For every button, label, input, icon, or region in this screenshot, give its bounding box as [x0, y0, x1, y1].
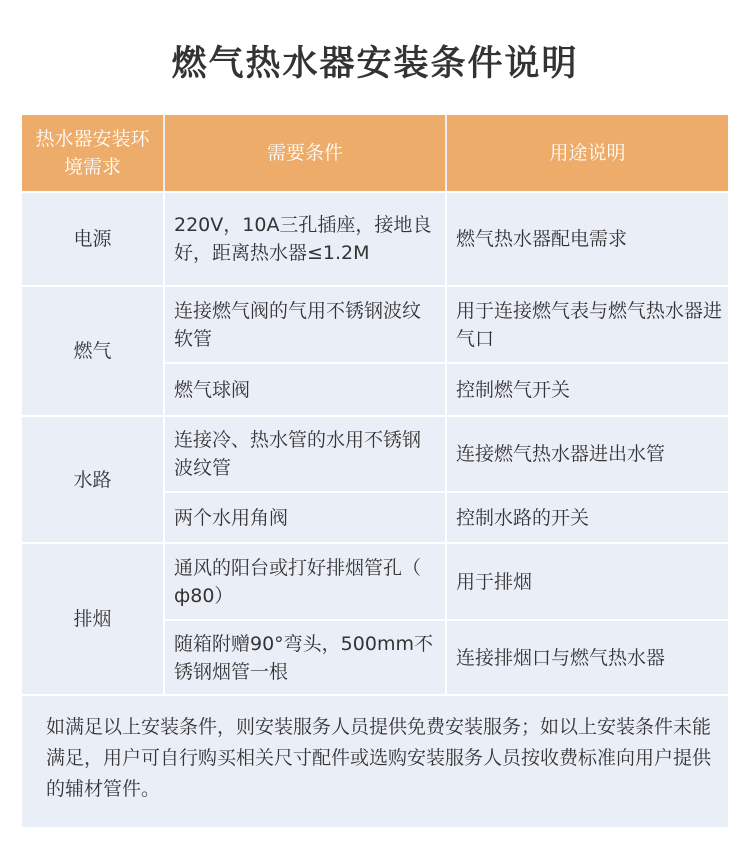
category-power: 电源: [73, 228, 112, 250]
page-title: 燃气热水器安装条件说明: [171, 44, 579, 84]
purpose-power: 燃气热水器配电需求: [456, 228, 628, 250]
purpose-exhaust-hole: 用于排烟: [456, 570, 533, 593]
purpose-gas-hose: 用于连接燃气表与燃气热水器进气口: [456, 299, 723, 350]
purpose-angle-valve: 控制水路的开关: [456, 506, 590, 529]
condition-exhaust-pipe: 随箱附赠90°弯头，500mm不锈钢烟管一根: [174, 632, 433, 683]
header-purpose: 用途说明: [447, 115, 728, 191]
condition-exhaust-hole: 通风的阳台或打好排烟管孔（ ф80）: [174, 556, 422, 607]
category-water: 水路: [73, 468, 112, 491]
installation-note: 如满足以上安装条件，则安装服务人员提供免费安装服务；如以上安装条件未能满足，用户可自行购买相关尺寸配件或选购安装服务人员按收费标准向用户提供的辅材管件。: [46, 716, 712, 800]
condition-angle-valve: 两个水用角阀: [174, 506, 289, 529]
category-exhaust: 排烟: [73, 608, 112, 630]
condition-water-pipe: 连接冷、热水管的水用不锈钢波纹管: [174, 429, 422, 479]
purpose-gas-valve: 控制燃气开关: [456, 378, 571, 401]
purpose-water-pipe: 连接燃气热水器进出水管: [456, 443, 666, 465]
condition-gas-hose: 连接燃气阀的气用不锈钢波纹软管: [174, 299, 422, 350]
header-condition: 需要条件: [165, 115, 445, 191]
header-environment: 热水器安装环境需求: [22, 115, 163, 191]
category-gas: 燃气: [73, 340, 112, 362]
condition-gas-valve: 燃气球阀: [174, 378, 251, 401]
condition-power: 220V，10A三孔插座，接地良好，距离热水器≤1.2M: [174, 214, 432, 264]
purpose-exhaust-pipe: 连接排烟口与燃气热水器: [456, 646, 666, 669]
